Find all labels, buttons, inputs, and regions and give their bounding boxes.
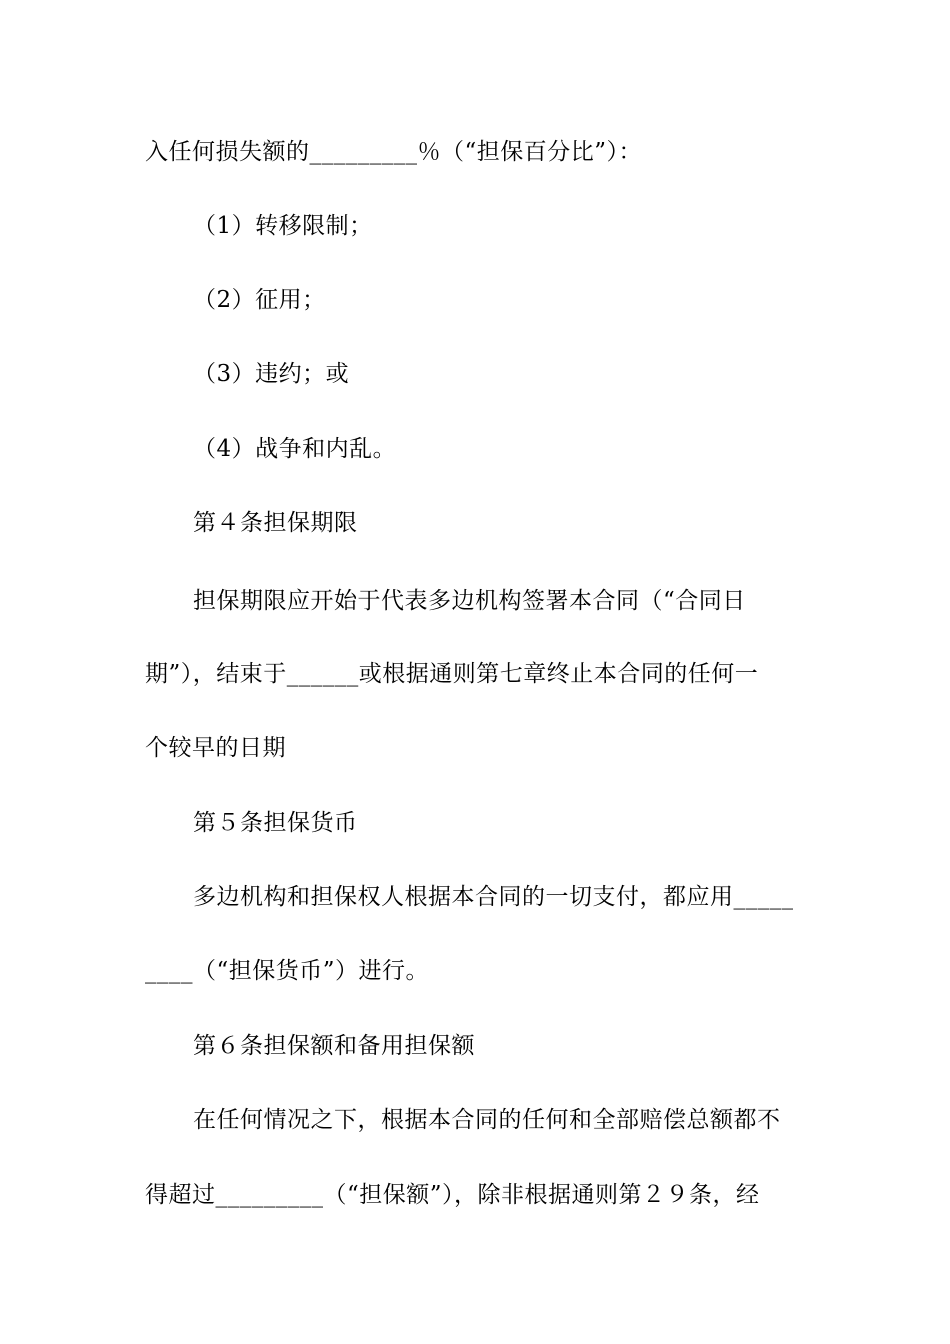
paragraph-line: 担保期限应开始于代表多边机构签署本合同（“合同日: [193, 588, 746, 614]
article-6-heading: 第６条担保额和备用担保额: [193, 1033, 475, 1059]
paragraph-line: 入任何损失额的_________％（“担保百分比”）：: [145, 139, 643, 165]
list-item-war: （4）战争和内乱。: [193, 436, 397, 462]
paragraph-line: 得超过_________（“担保额”），除非根据通则第２９条，经: [145, 1182, 760, 1208]
list-item-transfer-restriction: （1）转移限制；: [193, 213, 373, 239]
paragraph-line: ____（“担保货币”）进行。: [145, 958, 430, 984]
list-item-breach: （3）违约；或: [193, 361, 350, 387]
paragraph-line: 期”），结束于______或根据通则第七章终止本合同的任何一: [145, 661, 759, 687]
paragraph-line: 多边机构和担保权人根据本合同的一切支付，都应用_____: [193, 884, 794, 910]
paragraph-line: 在任何情况之下，根据本合同的任何和全部赔偿总额都不: [193, 1107, 781, 1133]
article-5-heading: 第５条担保货币: [193, 810, 358, 836]
paragraph-line: 个较早的日期: [145, 735, 286, 761]
list-item-expropriation: （2）征用；: [193, 287, 326, 313]
article-4-heading: 第４条担保期限: [193, 510, 358, 536]
